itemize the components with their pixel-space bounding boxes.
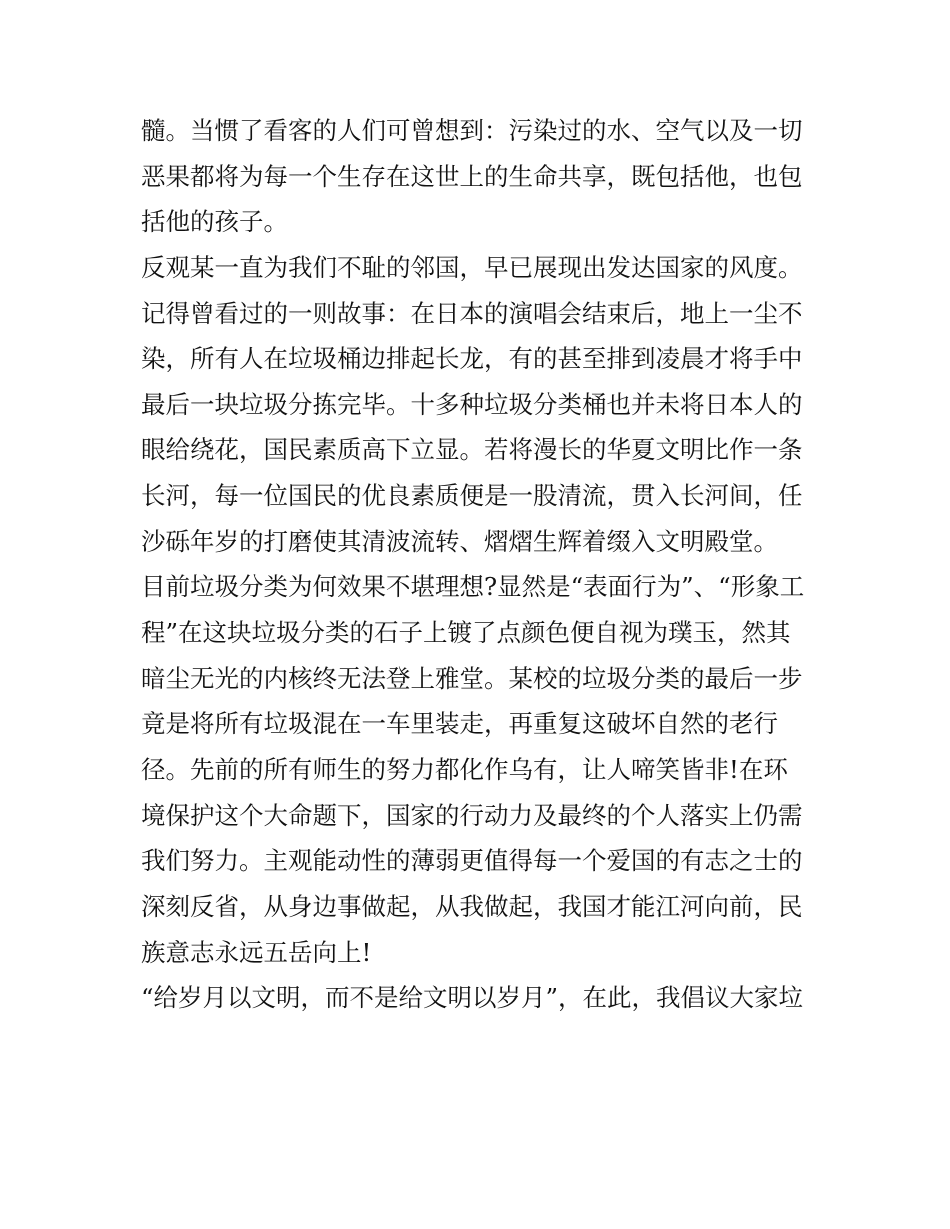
text-line: 髓。当惯了看客的人们可曾想到：污染过的水、空气以及一切 (141, 116, 803, 145)
text-line: “给岁月以文明，而不是给文明以岁月”，在此，我倡议大家垃 (141, 983, 804, 1013)
text-line: 记得曾看过的一则故事：在日本的演唱会结束后，地上一尘不 (141, 298, 803, 328)
text-line: 暗尘无光的内核终无法登上雅堂。某校的垃圾分类的最后一步 (141, 663, 803, 693)
text-line: 竟是将所有垃圾混在一车里装走，再重复这破坏自然的老行 (141, 709, 778, 739)
body-text (141, 108, 821, 1021)
text-line: 沙砾年岁的打磨使其清波流转、熠熠生辉着缀入文明殿堂。 (141, 526, 778, 556)
text-line: 长河，每一位国民的优良素质便是一股清流，贯入长河间，任 (141, 481, 803, 511)
text-line: 径。先前的所有师生的努力都化作乌有，让人啼笑皆非!在环 (141, 754, 788, 784)
text-line: 境保护这个大命题下，国家的行动力及最终的个人落实上仍需 (141, 800, 803, 830)
text-line: 括他的孩子。 (141, 207, 288, 237)
text-line: 族意志永远五岳向上! (141, 937, 372, 967)
text-line: 恶果都将为每一个生存在这世上的生命共享，既包括他，也包 (141, 161, 803, 191)
text-line: 眼给绕花，国民素质高下立显。若将漫长的华夏文明比作一条 (141, 435, 803, 465)
text-line: 程”在这块垃圾分类的石子上镀了点颜色便自视为璞玉，然其 (141, 618, 791, 648)
text-line: 我们努力。主观能动性的薄弱更值得每一个爱国的有志之士的 (141, 846, 803, 876)
text-line: 反观某一直为我们不耻的邻国，早已展现出发达国家的风度。 (141, 252, 803, 282)
text-line: 最后一块垃圾分拣完毕。十多种垃圾分类桶也并未将日本人的 (141, 389, 803, 419)
text-line: 目前垃圾分类为何效果不堪理想?显然是“表面行为”、“形象工 (141, 572, 805, 602)
text-line: 深刻反省，从身边事做起，从我做起，我国才能江河向前，民 (141, 891, 803, 921)
text-line: 染，所有人在垃圾桶边排起长龙，有的甚至排到凌晨才将手中 (141, 344, 803, 374)
